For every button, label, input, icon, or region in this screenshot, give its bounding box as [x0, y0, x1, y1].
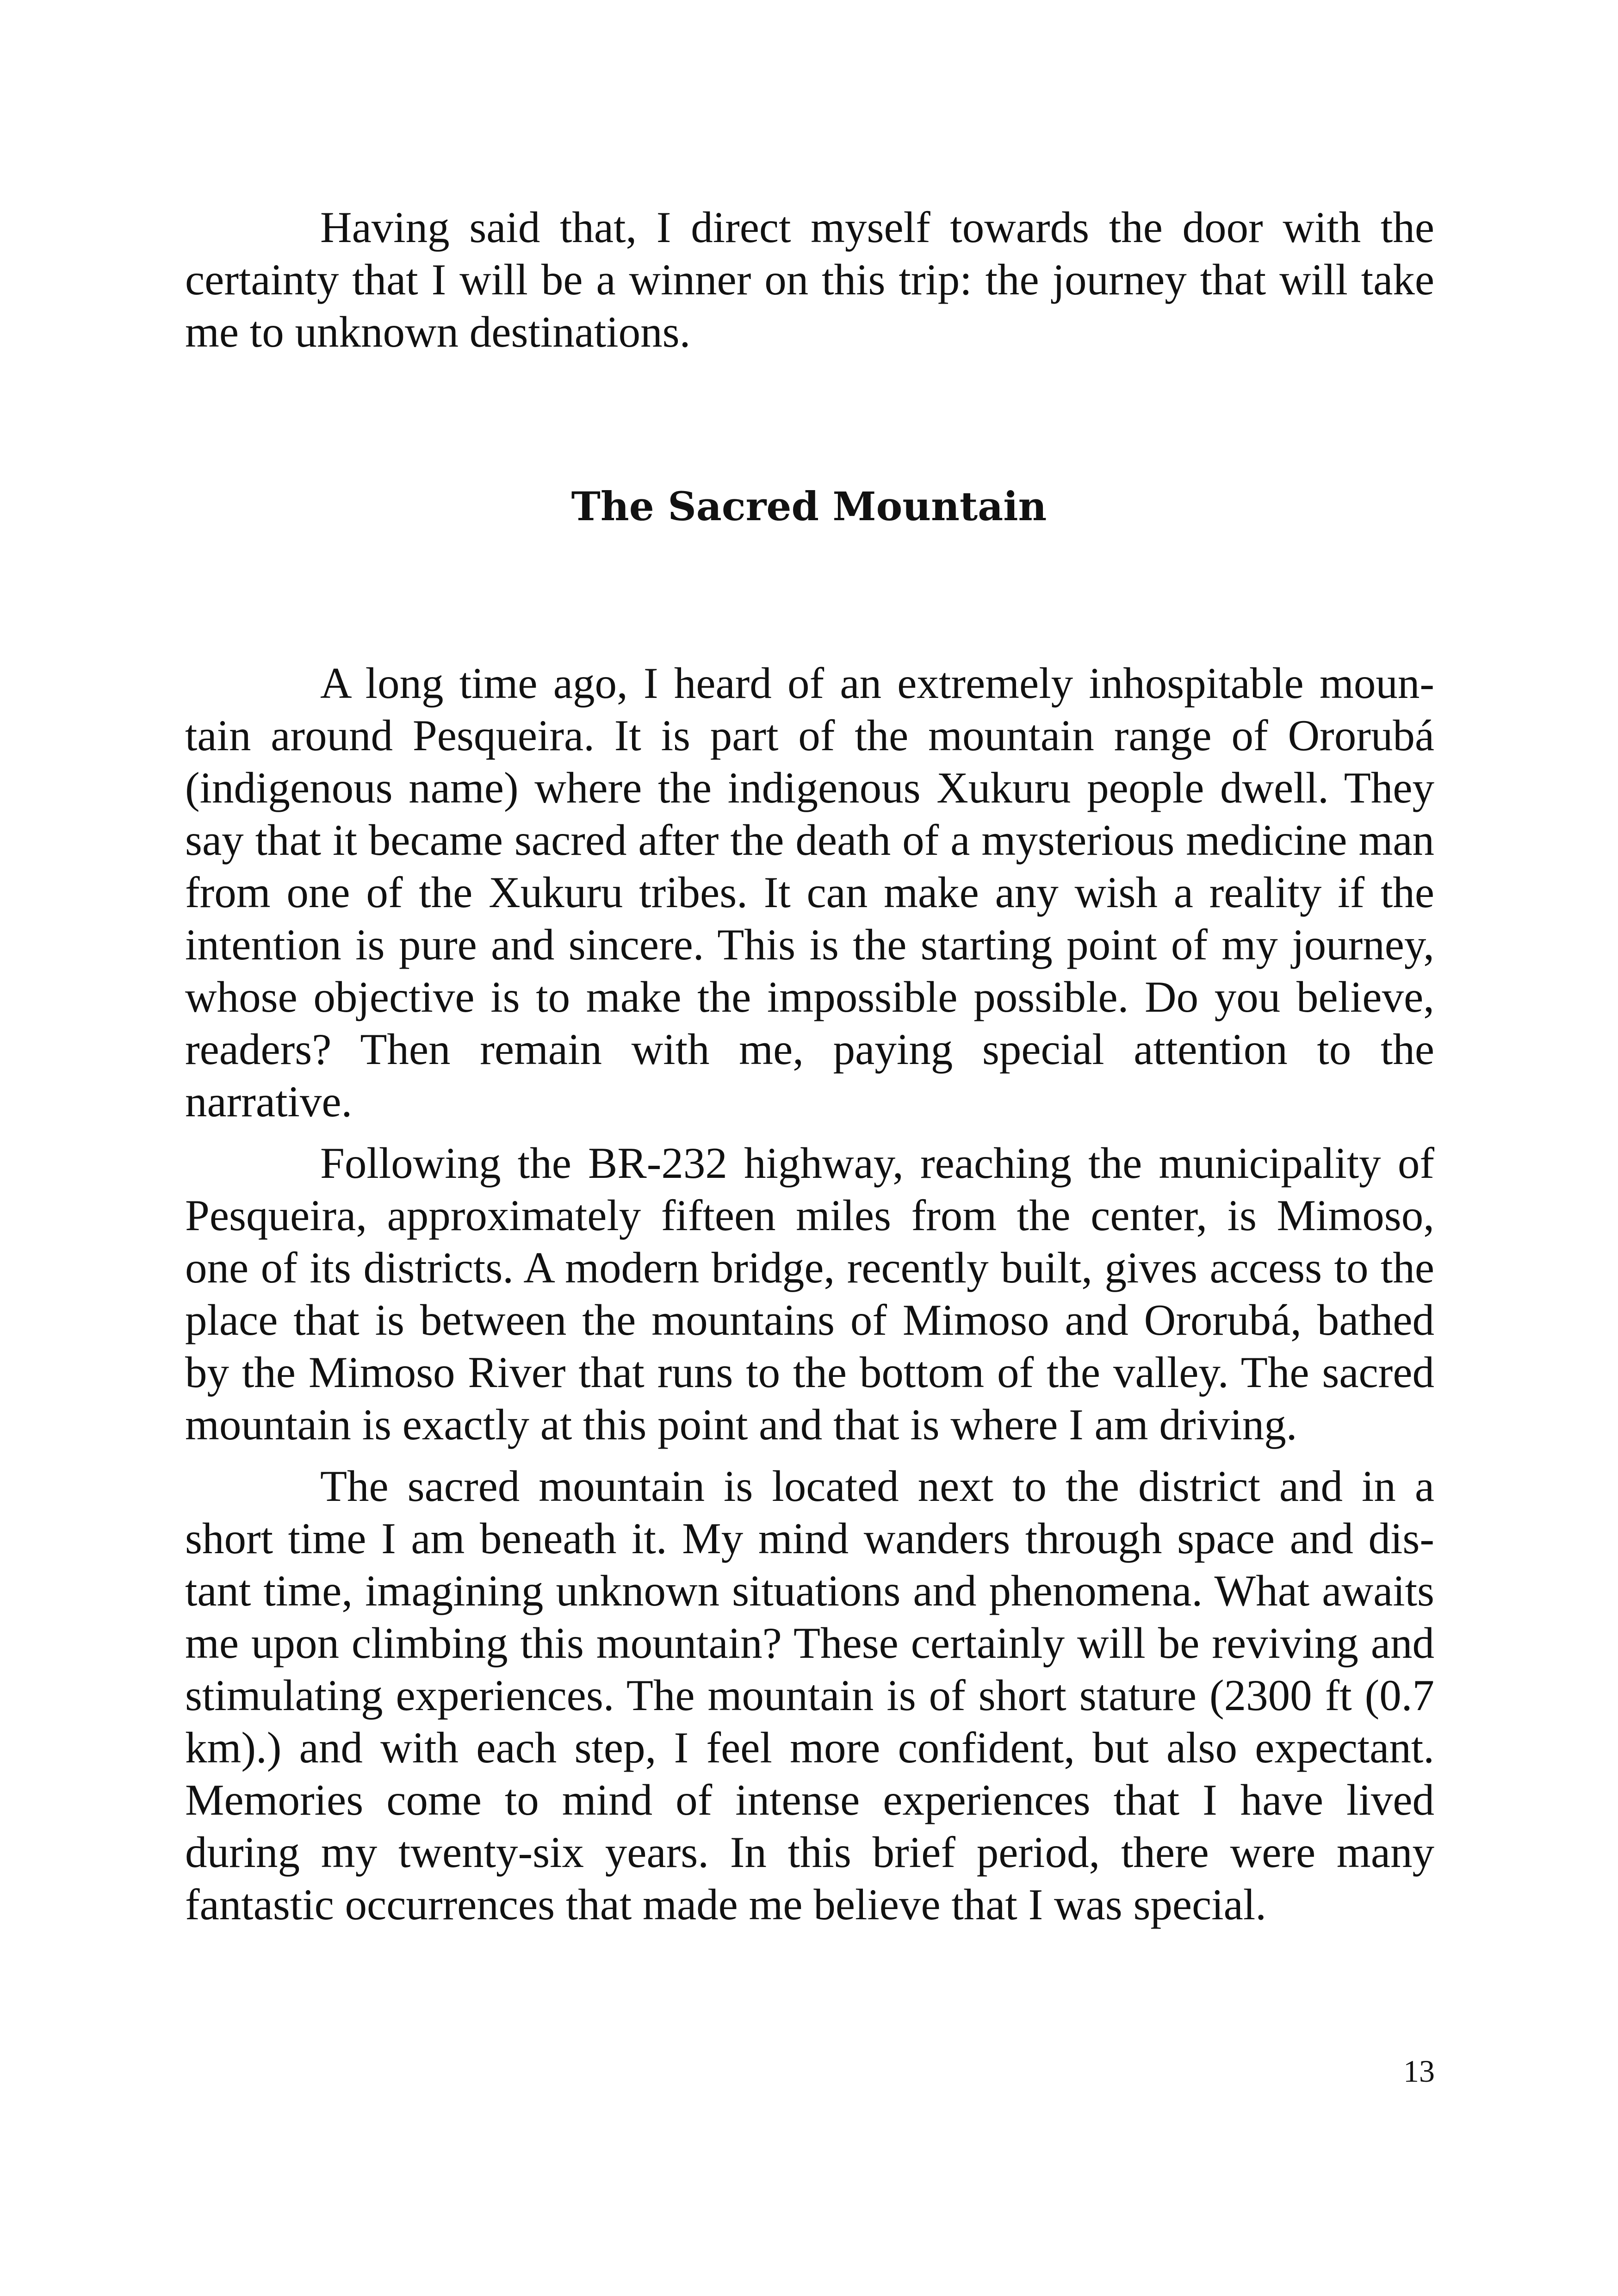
body-paragraph-2: Following the BR-232 highway, reaching the municipality of Pesqueira, approximately fifteen miles from the center, is Mimoso, one of its districts. A modern bridge, recently built, gives access to the place that is between the mountains of Mimoso and Ororubá, bathed by the Mimoso River that runs to the bottom of the valley. The sacred mountain is exactly at this point and that is where I am driving.: [185, 1139, 1434, 1449]
section-title: The Sacred Mountain: [571, 484, 1047, 530]
body-paragraph-3: The sacred mountain is located next to the district and in a short time I am beneath it. My mind wanders through space and distant time, imagining unknown situations and phenomena. What awaits me upon climbing this mountain? These certainly will be reviving and stimulating experiences. The mountain is of short stature (2300 ft (0.7 km).) and with each step, I feel more confident, but also expectant. Memories come to mind of intense experiences that I have lived during my twenty-six years. In this brief period, there were many fantastic occurrences that made me believe that I was special.: [185, 1462, 1434, 1929]
body-paragraph-1: A long time ago, I heard of an extremely inhospitable mountain around Pesqueira. It is part of the mountain range of Ororubá (indigenous name) where the indigenous Xukuru people dwell. They say that it became sacred after the death of a mysterious medicine man from one of the Xukuru tribes. It can make any wish a reality if the intention is pure and sincere. This is the starting point of my journey, whose objective is to make the impossible possible. Do you believe, readers? Then remain with me, paying special attention to the narrative.: [185, 659, 1434, 1126]
section-body: [185, 657, 1434, 1931]
intro-text-block: [185, 201, 1434, 358]
page-number: 13: [1403, 2053, 1435, 2089]
intro-paragraph: Having said that, I direct myself towards the door with the certainty that I will be a winner on this trip: the journey that will take me to unknown destinations.: [185, 203, 1434, 356]
